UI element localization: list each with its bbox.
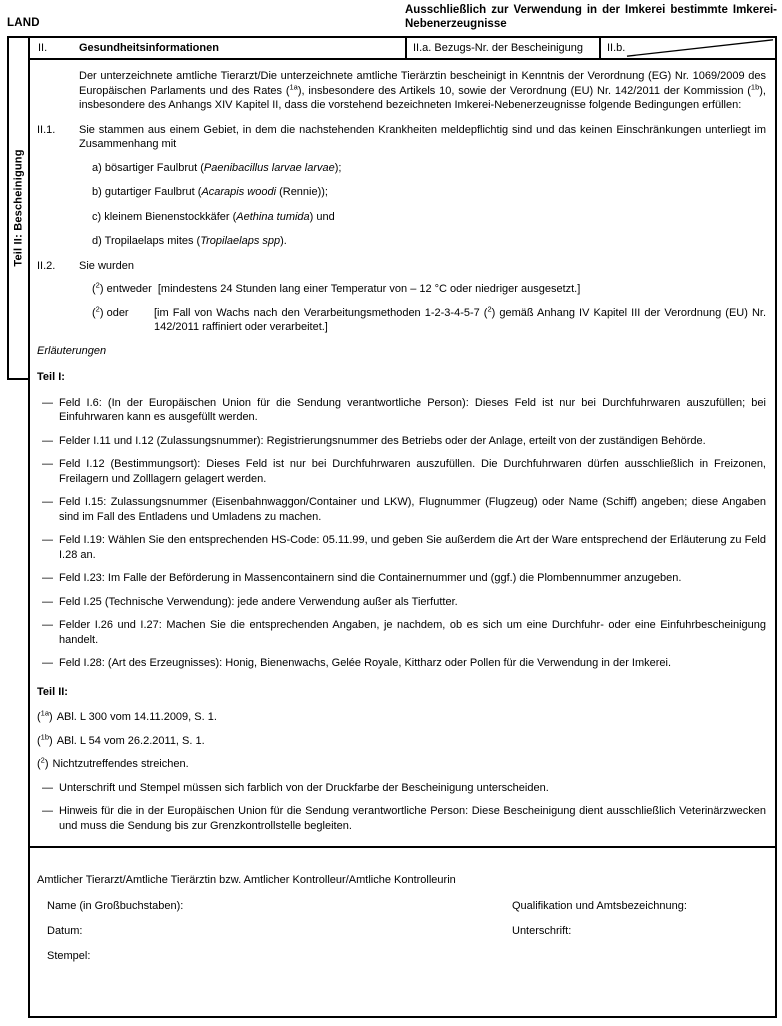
clause-ii1-text: Sie stammen aus einem Gebiet, in dem die nachstehenden Krankheiten meldepflichtig sind und das keinen Einschränkungen unterliegt im Zusammenhang mit	[79, 123, 766, 150]
note-field-i28	[42, 656, 766, 671]
note-text: Feld I.23: Im Falle der Beförderung in Massencontainern sind die Containernummer und (ggf.) die Plombennummer anzugeben.	[59, 572, 682, 584]
stamp-label: Stempel:	[47, 950, 91, 962]
qualification-label: Qualifikation und Amtsbezeichnung:	[512, 900, 687, 912]
note-text: Hinweis für die in der Europäischen Union für die Sendung verantwortliche Person: Diese Bescheinigung dient ausschließlich Veterinärzwecken und muss die Sendung bis zur Grenzkontrollstelle begleiten.	[59, 805, 766, 832]
option-oder-text	[154, 303, 767, 335]
footnote-ref-2: 2	[95, 303, 100, 313]
disease-list	[92, 161, 766, 249]
disease-b-text: b) gutartiger Faulbrut (	[92, 186, 202, 198]
option-oder	[92, 303, 767, 335]
country-label: LAND	[7, 17, 40, 29]
option-word: oder	[106, 306, 129, 319]
note-text: Feld I.15: Zulassungsnummer (Eisenbahnwaggon/Container und LKW), Flugnummer (Flugzeug) oder Name (Schiff) angeben; diese Angaben sind im Fall des Entladens und Umladens zu machen.	[59, 496, 766, 523]
dash-bullet: —	[42, 805, 53, 817]
dash-bullet: —	[42, 434, 53, 447]
note-stamp-color	[42, 781, 766, 796]
option-entweder	[92, 282, 766, 297]
document-title-line1: Ausschließlich zur Verwendung in der Imkerei bestimmte Imkerei-	[405, 4, 777, 16]
paren-open: (	[92, 306, 96, 319]
part1-heading: Teil I:	[37, 371, 65, 383]
note-field-i23	[42, 571, 766, 586]
paren-close: )	[49, 734, 53, 747]
certificate-content	[30, 60, 775, 846]
paren-close: )	[49, 711, 53, 723]
footnote-marker	[37, 755, 49, 770]
signature-label: Unterschrift:	[512, 925, 572, 937]
note-text: Feld I.25 (Technische Verwendung): jede andere Verwendung außer als Tierfutter.	[59, 595, 458, 608]
signature-row-date	[37, 924, 766, 939]
clause-ii1-number: II.1.	[37, 123, 56, 136]
section-title: Gesundheitsinformationen	[79, 42, 219, 54]
disease-item-c	[92, 210, 766, 225]
footnote-marker	[37, 731, 53, 747]
footnote-1a	[37, 710, 766, 725]
note-field-i15	[42, 495, 766, 524]
iib-label: II.b.	[607, 42, 626, 54]
note-text: Felder I.26 und I.27: Machen Sie die entsprechenden Angaben, je nachdem, ob es sich um eine Durchfuhr- oder eine Einfuhrbescheinigung handelt.	[59, 619, 766, 646]
disease-c-text: c) kleinem Bienenstockkäfer (	[92, 210, 237, 223]
disease-c-suffix: ) und	[309, 210, 335, 223]
disease-a-text: a) bösartiger Faulbrut (	[92, 161, 204, 174]
clause-ii1	[37, 123, 766, 152]
note-text: Unterschrift und Stempel müssen sich farblich von der Druckfarbe der Bescheinigung unterscheiden.	[59, 781, 549, 794]
note-field-i6	[42, 396, 766, 425]
disease-item-a	[92, 161, 766, 176]
header-cell-iib	[599, 38, 775, 58]
signature-row-name	[37, 899, 766, 914]
paren-open: (	[37, 734, 41, 747]
option-oder-text-2: ) gemäß Anhang IV Kapitel III der Verordnung (EU) Nr. 142/2011 raffiniert oder verarbeitet.]	[154, 306, 767, 333]
intro-text-2: ), insbesondere des Artikels 10, sowie der Verordnung (EU) Nr. 142/2011 der Kommission (	[297, 84, 751, 97]
notes-heading: Erläuterungen	[37, 344, 107, 357]
note-text: Feld I.28: (Art des Erzeugnisses): Honig, Bienenwachs, Gelée Royale, Kittharz oder Pollen für die Verwendung in der Imkerei.	[59, 657, 672, 669]
note-field-i26-i27	[42, 618, 766, 647]
paren-close: )	[99, 283, 104, 295]
footnote-marker	[37, 708, 53, 723]
footnote-ref-2: 2	[487, 303, 492, 313]
dash-bullet: —	[42, 458, 53, 470]
footnote-text: ABl. L 300 vom 14.11.2009, S. 1.	[56, 711, 217, 723]
footnote-ref-1b: 1b	[750, 81, 760, 91]
footnote-sup: 2	[40, 755, 45, 765]
disease-b-suffix: (Rennie));	[276, 186, 328, 198]
certification-intro-paragraph	[79, 69, 766, 113]
section-number: II.	[38, 42, 48, 54]
intro-text-1: Der unterzeichnete amtliche Tierarzt/Die unterzeichnete amtliche Tierärztin bescheinigt in Kenntnis der Verordnung (EG) Nr. 1069/2009 des Europäischen Parlaments und des Rates (	[79, 70, 766, 97]
signature-title: Amtlicher Tierarzt/Amtliche Tierärztin bzw. Amtlicher Kontrolleur/Amtliche Kontrolleurin	[37, 874, 456, 886]
footnote-1b	[37, 731, 766, 749]
document-title-line2: Nebenerzeugnisse	[405, 18, 507, 30]
signature-row-stamp	[37, 949, 766, 964]
footnote-ref-2: 2	[95, 280, 100, 290]
footnote-text: ABl. L 54 vom 26.2.2011, S. 1.	[56, 734, 205, 747]
footnote-sup: 1b	[40, 731, 50, 741]
intro-text-3: ), insbesondere des Anhangs XIV Kapitel II, dass die vorstehend bezeichneten Imkerei-Nebenerzeugnisse folgende Bedingungen erfüllen:	[79, 84, 766, 111]
part2-heading: Teil II:	[37, 685, 68, 698]
dash-bullet: —	[42, 396, 53, 409]
name-label: Name (in Großbuchstaben):	[47, 900, 184, 912]
disease-a-suffix: );	[334, 161, 342, 174]
option-oder-text-1: [im Fall von Wachs nach den Verarbeitungsmethoden 1-2-3-4-5-7 (	[154, 306, 488, 319]
dash-bullet: —	[42, 572, 53, 584]
disease-d-text: d) Tropilaelaps mites (	[92, 235, 201, 247]
disease-item-b	[92, 185, 766, 200]
disease-d-suffix: ).	[280, 235, 287, 247]
note-text: Feld I.6: (In der Europäischen Union für die Sendung verantwortliche Person): Dieses Feld ist nur bei Durchfuhrwaren auszufüllen; bei Einfuhrwaren kann es ausgefüllt werden.	[59, 396, 766, 423]
dash-bullet: —	[42, 496, 53, 508]
paren-open: (	[92, 283, 96, 295]
header-cell-reference-number: II.a. Bezugs-Nr. der Bescheinigung	[405, 38, 599, 58]
disease-d-species: Tropilaelaps spp	[200, 235, 281, 247]
dash-bullet: —	[42, 781, 53, 794]
dash-bullet: —	[42, 534, 53, 546]
disease-b-species: Acarapis woodi	[201, 186, 277, 198]
date-label: Datum:	[47, 925, 83, 937]
footnote-2	[37, 757, 766, 772]
note-responsible-person	[42, 804, 766, 833]
signature-section	[30, 846, 775, 1016]
note-text: Felder I.11 und I.12 (Zulassungsnummer): Registrierungsnummer des Betriebs oder der Anlage, erteilt von der zuständigen Behörde.	[59, 434, 706, 447]
dash-bullet: —	[42, 657, 53, 669]
note-field-i11-i12	[42, 434, 766, 449]
footnote-text: Nichtzutreffendes streichen.	[52, 758, 189, 770]
paren-open: (	[37, 711, 41, 723]
note-field-i19	[42, 533, 766, 562]
footnote-sup: 1a	[40, 708, 50, 718]
paren-close: )	[44, 758, 49, 770]
dash-bullet: —	[42, 619, 53, 631]
note-field-i25	[42, 595, 766, 610]
option-entweder-text: [mindestens 24 Stunden lang einer Temperatur von – 12 °C oder niedriger ausgesetzt.]	[157, 283, 581, 295]
disease-item-d	[92, 234, 766, 249]
dash-bullet: —	[42, 595, 53, 608]
part2-side-bracket	[7, 36, 29, 380]
diagonal-strike-line	[601, 38, 775, 58]
clause-ii2-number: II.2.	[37, 259, 56, 272]
paren-open: (	[37, 758, 41, 770]
note-text: Feld I.12 (Bestimmungsort): Dieses Feld ist nur bei Durchfuhrwaren auszufüllen. Die Durchfuhrwaren dürfen ausschließlich in Freizonen, Freilagern und Zolllagern gelagert werden.	[59, 458, 766, 485]
option-oder-label	[92, 303, 154, 335]
option-word: entweder	[106, 283, 152, 295]
option-entweder-label	[92, 282, 158, 297]
part2-side-label: Teil II: Bescheinigung	[13, 149, 26, 267]
document-title	[405, 3, 777, 31]
header-cell-health-info	[30, 38, 405, 58]
disease-c-species: Aethina tumida	[236, 210, 310, 223]
certificate-header-row	[30, 38, 775, 60]
footnote-ref-1a: 1a	[289, 81, 298, 91]
paren-close: )	[99, 306, 104, 319]
clause-ii2-text: Sie wurden	[79, 259, 135, 272]
note-text: Feld I.19: Wählen Sie den entsprechenden HS-Code: 05.11.99, und geben Sie außerdem die Art der Ware entsprechend der Erläuterung zu Feld I.28 an.	[59, 534, 766, 561]
certificate-box	[28, 36, 777, 1018]
note-field-i12	[42, 457, 766, 486]
clause-ii2	[37, 259, 766, 274]
disease-a-species: Paenibacillus larvae larvae	[203, 161, 335, 174]
